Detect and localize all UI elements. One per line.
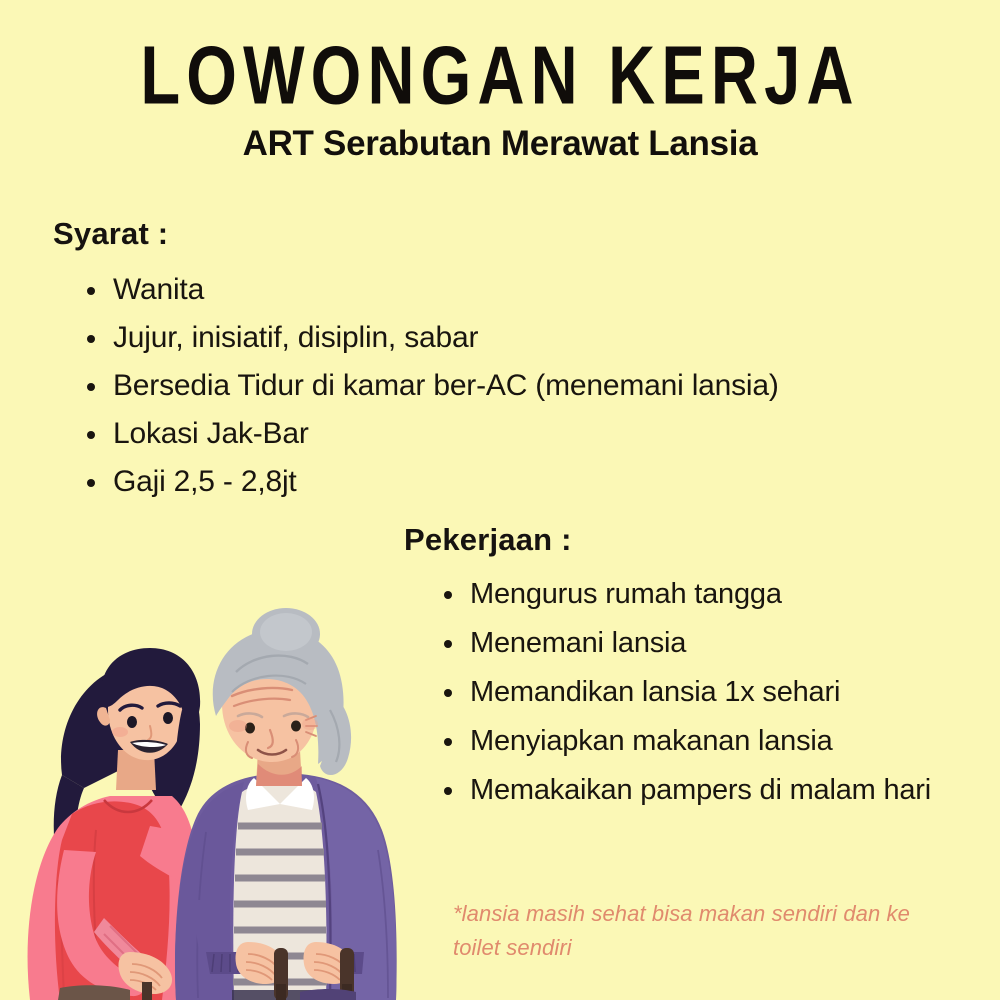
list-item: Menemani lansia [434,619,964,668]
list-item: Wanita [77,266,923,314]
list-item: Jujur, inisiatif, disiplin, sabar [77,314,923,362]
caregiver-and-elderly-woman-illustration [0,600,400,1000]
list-item: Mengurus rumah tangga [434,570,964,619]
requirements-section [53,216,923,506]
list-item: Menyiapkan makanan lansia [434,717,964,766]
list-item: Lokasi Jak-Bar [77,410,923,458]
list-item: Gaji 2,5 - 2,8jt [77,458,923,506]
duties-section [404,522,964,815]
requirements-heading: Syarat : [53,216,169,251]
page-title: LOWONGAN KERJA [140,28,860,122]
page-subtitle: ART Serabutan Merawat Lansia [242,124,758,163]
duties-list [434,570,964,815]
footnote-text: *lansia masih sehat bisa makan sendiri dan ke toilet sendiri [453,901,910,960]
list-item: Memakaikan pampers di malam hari [434,766,964,815]
list-item: Bersedia Tidur di kamar ber-AC (menemani lansia) [77,362,923,410]
duties-heading: Pekerjaan : [404,522,572,557]
requirements-list [77,266,923,506]
poster-header [0,28,1000,164]
list-item: Memandikan lansia 1x sehari [434,668,964,717]
